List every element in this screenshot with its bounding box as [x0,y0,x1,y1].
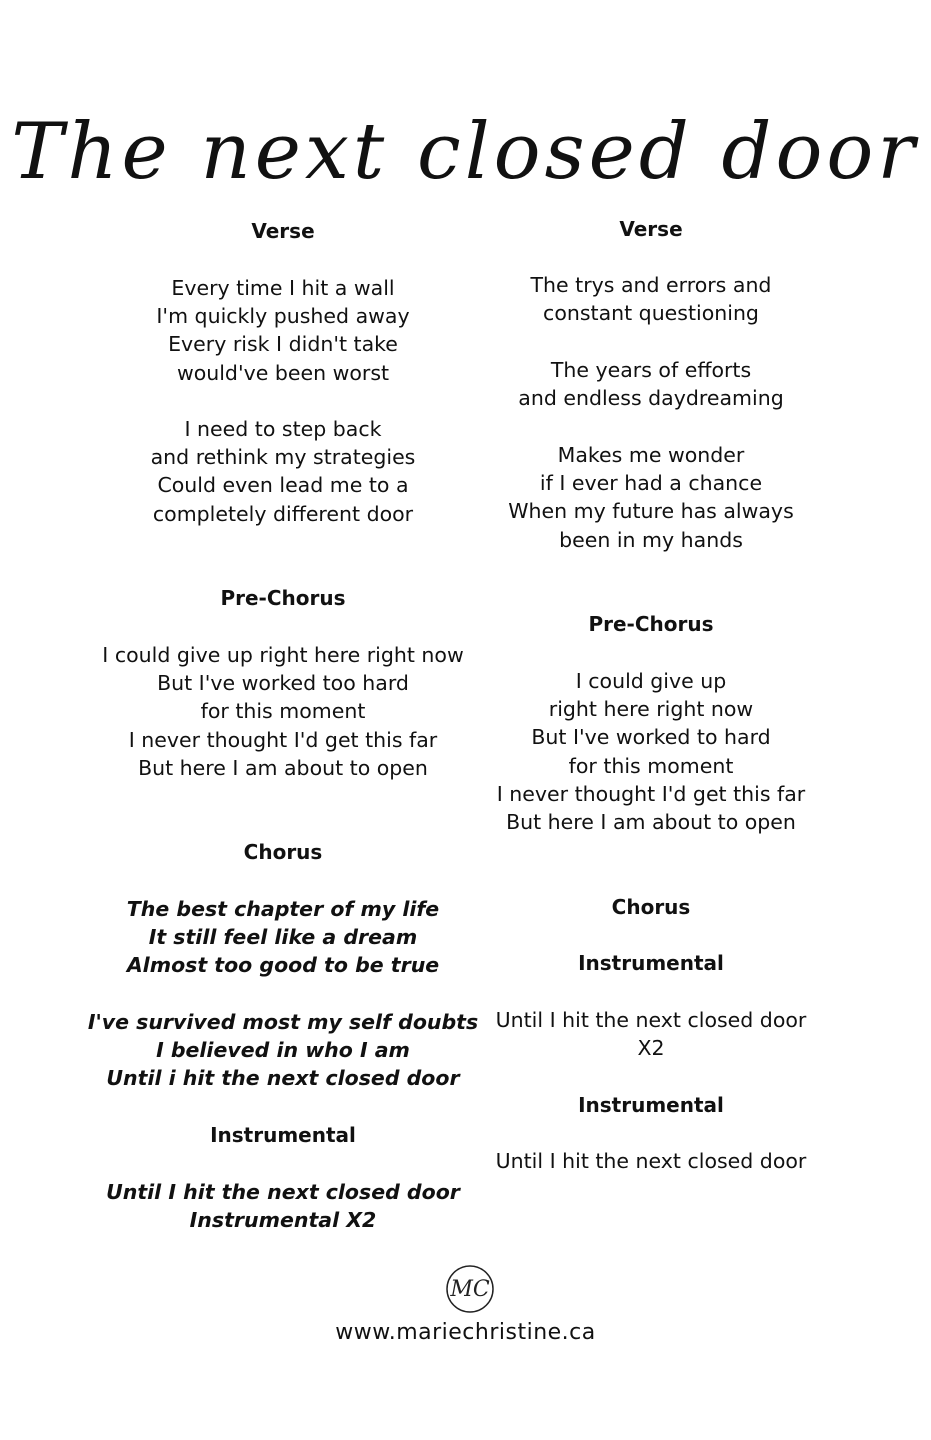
right-verse-stanza-3 [470,441,832,554]
right-chorus-heading: Chorus [611,895,691,919]
logo-monogram: MC [450,1277,490,1302]
left-outro-stanza [76,1178,490,1234]
lyric-line: I never thought I'd get this far [128,727,438,752]
right-ending-stanza [470,1147,832,1175]
right-verse-stanza-2 [470,356,832,412]
lyric-line: would've been worst [176,360,390,385]
left-instrumental-heading: Instrumental [210,1123,356,1147]
lyric-line: I could give up [575,669,727,693]
lyric-line: I've survived most my self doubts [87,1010,479,1034]
lyric-line: been in my hands [559,527,743,552]
lyric-line: Every time I hit a wall [171,276,395,300]
left-verse-stanza-2 [76,415,490,528]
lyric-line: I could give up right here right now [102,643,464,667]
left-chorus-stanza-1 [76,895,490,980]
right-verse-stanza-1 [470,271,832,327]
right-prechorus-stanza [470,667,832,836]
lyric-line: But I've worked too hard [157,671,409,696]
lyric-line: right here right now [548,697,754,722]
lyric-line: and rethink my strategies [150,445,416,470]
lyric-line: I'm quickly pushed away [156,304,410,329]
left-prechorus-heading: Pre-Chorus [220,586,346,610]
lyric-line: completely different door [152,501,414,526]
page-title [0,100,931,210]
lyric-line: Until i hit the next closed door [106,1066,460,1091]
title-script [0,100,931,210]
lyric-line: But here I am about to open [506,810,796,835]
left-verse-heading: Verse [251,219,315,243]
lyric-line: Instrumental X2 [189,1208,377,1233]
lyric-line: Almost too good to be true [126,953,440,978]
left-verse-stanza-1 [76,274,490,387]
lyric-line: But here I am about to open [138,755,428,780]
lyric-line: I believed in who I am [156,1038,410,1063]
left-prechorus-stanza [76,641,490,782]
lyric-line: for this moment [568,753,734,778]
right-instrumental-heading-2: Instrumental [578,1093,724,1117]
lyric-line: Until I hit the next closed door [106,1180,460,1204]
lyric-line: if I ever had a chance [539,471,763,496]
lyric-line: I need to step back [184,417,382,441]
right-verse-heading: Verse [619,217,683,241]
lyric-line: and endless daydreaming [518,386,784,411]
lyric-line: The trys and errors and [530,273,772,297]
left-chorus-heading: Chorus [243,840,323,864]
lyric-line: Until I hit the next closed door [495,1008,807,1032]
lyric-line: Could even lead me to a [157,473,409,498]
lyric-line: The best chapter of my life [126,897,440,921]
mc-logo-icon [445,1264,495,1314]
lyric-line: X2 [637,1036,665,1061]
lyric-line: Until I hit the next closed door [495,1149,807,1173]
lyric-line: Every risk I didn't take [168,332,398,357]
lyric-line: But I've worked to hard [531,725,771,750]
right-prechorus-heading: Pre-Chorus [588,612,714,636]
right-instrumental-heading-1: Instrumental [578,951,724,975]
right-bridge-stanza [470,1006,832,1062]
lyric-line: Makes me wonder [557,443,745,467]
website-url: www.mariechristine.ca [335,1320,596,1345]
lyric-line: for this moment [200,699,366,724]
left-chorus-stanza-2 [76,1008,490,1093]
lyric-line: The years of efforts [550,358,752,382]
lyric-line: When my future has always [508,499,794,524]
lyric-line: It still feel like a dream [148,925,418,950]
lyric-line: I never thought I'd get this far [496,781,806,806]
lyric-line: constant questioning [543,301,759,326]
mc-logo [445,1264,495,1314]
title-text: The next closed door [11,107,919,197]
